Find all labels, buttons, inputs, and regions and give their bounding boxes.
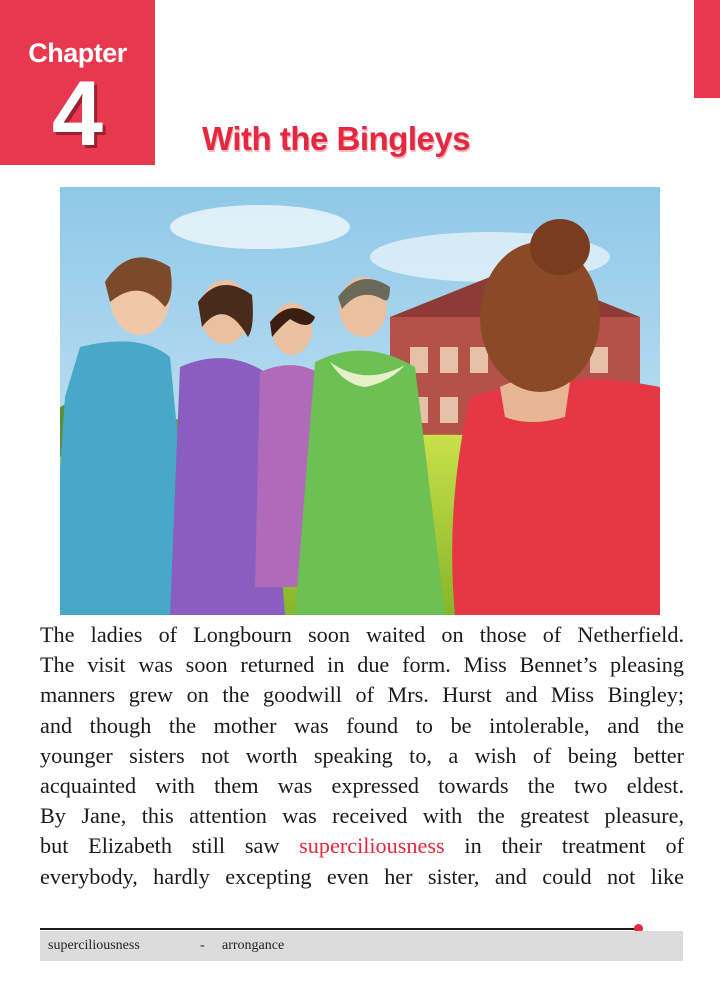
illustration <box>60 187 660 615</box>
corner-tab <box>694 0 720 98</box>
glossary-term: superciliousness <box>48 938 140 953</box>
glossary-dash: - <box>200 938 205 953</box>
body-line: manners grew on the goodwill of Mrs. Hurst and Miss Bingley; <box>40 682 684 708</box>
body-line: everybody, hardly excepting even her sister, and could not like <box>40 863 684 889</box>
body-line-part: in their treatment of <box>444 833 684 859</box>
body-line: The ladies of Longbourn soon waited on those of Netherfield. <box>40 622 684 647</box>
body-text <box>40 620 684 892</box>
body-line: acquainted with them was expressed towards the two eldest. <box>40 773 684 799</box>
chapter-number: 4 <box>51 63 104 165</box>
glossary-bar <box>40 931 683 961</box>
body-line-part: but Elizabeth still saw <box>40 833 300 859</box>
body-line: By Jane, this attention was received with the greatest pleasure, <box>40 803 684 829</box>
body-line: and though the mother was found to be intolerable, and the <box>40 712 684 738</box>
chapter-label: Chapter <box>28 38 127 68</box>
body-line: younger sisters not worth speaking to, a wish of being better <box>40 742 684 768</box>
illustration-women-meeting-at-manor-icon <box>60 187 660 615</box>
chapter-title: With the Bingleys <box>202 120 471 157</box>
footer-rule <box>40 928 640 930</box>
highlighted-word: superciliousness <box>299 833 445 859</box>
glossary-definition: arrongance <box>222 938 285 953</box>
chapter-badge <box>0 0 155 165</box>
body-line-with-highlight <box>40 831 684 861</box>
body-line: The visit was soon returned in due form. Miss Bennet’s pleasing <box>40 652 684 678</box>
